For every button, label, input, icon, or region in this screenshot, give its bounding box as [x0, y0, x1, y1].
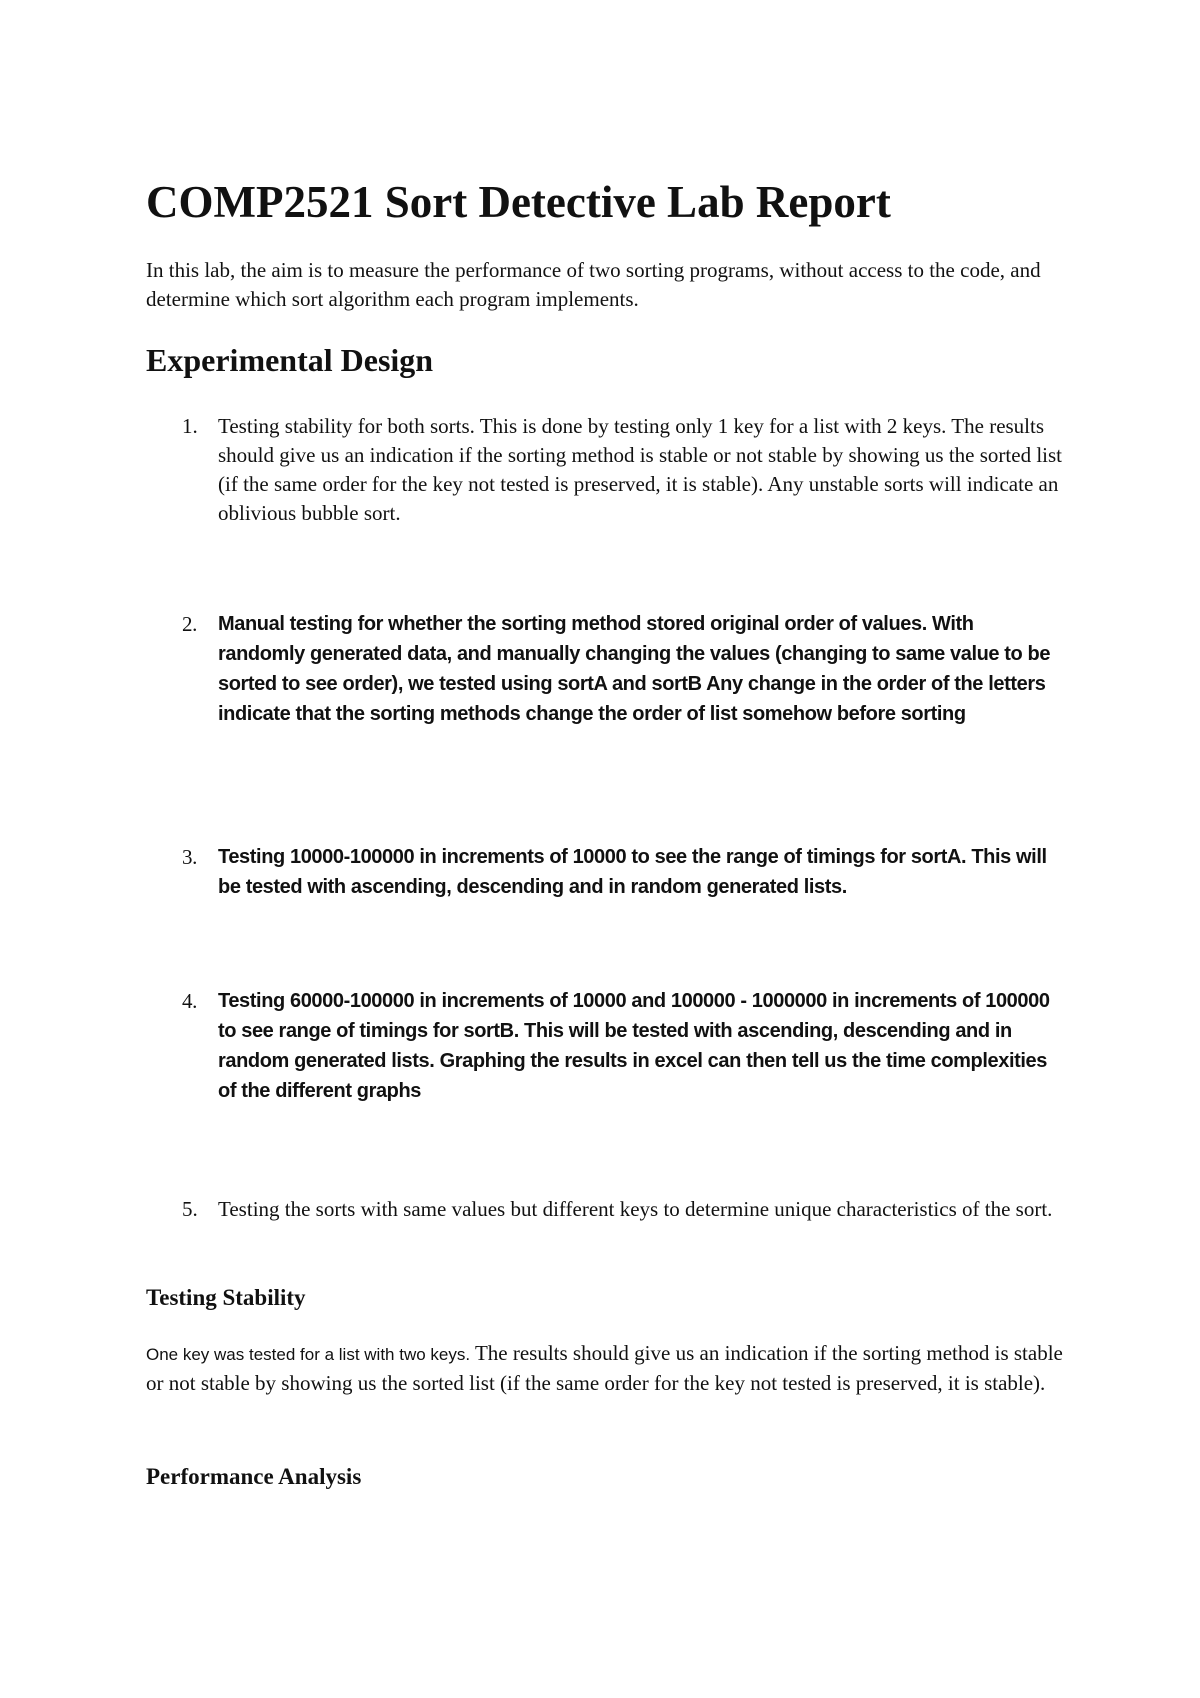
experimental-design-heading: Experimental Design	[146, 342, 434, 378]
list-item-text: Testing stability for both sorts. This is done by testing only 1 key for a list with 2 keys. The results should give us an indication if the sorting method is stable or not stable by showing us the sorted list (if the same order for the key not tested is preserved, it is stable). Any unstable sorts will indicate an oblivious bubble sort.	[218, 414, 1062, 525]
page-title: COMP2521 Sort Detective Lab Report	[146, 177, 891, 227]
list-item-text: Testing the sorts with same values but different keys to determine unique characteristics of the sort.	[218, 1197, 1053, 1221]
testing-stability-heading: Testing Stability	[146, 1285, 306, 1310]
list-item-text: Testing 60000-100000 in increments of 10000 and 100000 - 1000000 in increments of 100000 to see range of timings for sortB. This will be tested with ascending, descending and in random generated lists. Graphing the results in excel can then tell us the time complexities of the different graphs	[218, 990, 1050, 1102]
list-item-text: Testing 10000-100000 in increments of 10000 to see the range of timings for sortA. This will be tested with ascending, descending and in random generated lists.	[218, 846, 1047, 898]
list-item-number: 1.	[182, 414, 198, 438]
list-item-number: 5.	[182, 1197, 198, 1221]
list-item-number: 4.	[182, 989, 197, 1013]
intro-paragraph: In this lab, the aim is to measure the performance of two sorting programs, without access to the code, and determine which sort algorithm each program implements.	[146, 258, 1041, 311]
testing-stability-text: The results should give us an indication if the sorting method is stable or not stable by showing us the sorted list (if the same order for the key not tested is preserved, it is stable).	[146, 1341, 1063, 1395]
testing-stability-lead: One key was tested for a list with two keys.	[146, 1345, 471, 1364]
list-item-number: 3.	[182, 845, 197, 869]
list-item-text: Manual testing for whether the sorting method stored original order of values. With randomly generated data, and manually changing the values (changing to same value to be sorted to see order), we tested using sortA and sortB Any change in the order of the letters indicate that the sorting methods change the order of list somehow before sorting	[218, 613, 1051, 725]
testing-stability-paragraph	[146, 1339, 1066, 1398]
list-item-number: 2.	[182, 612, 197, 636]
performance-analysis-heading: Performance Analysis	[146, 1464, 362, 1489]
